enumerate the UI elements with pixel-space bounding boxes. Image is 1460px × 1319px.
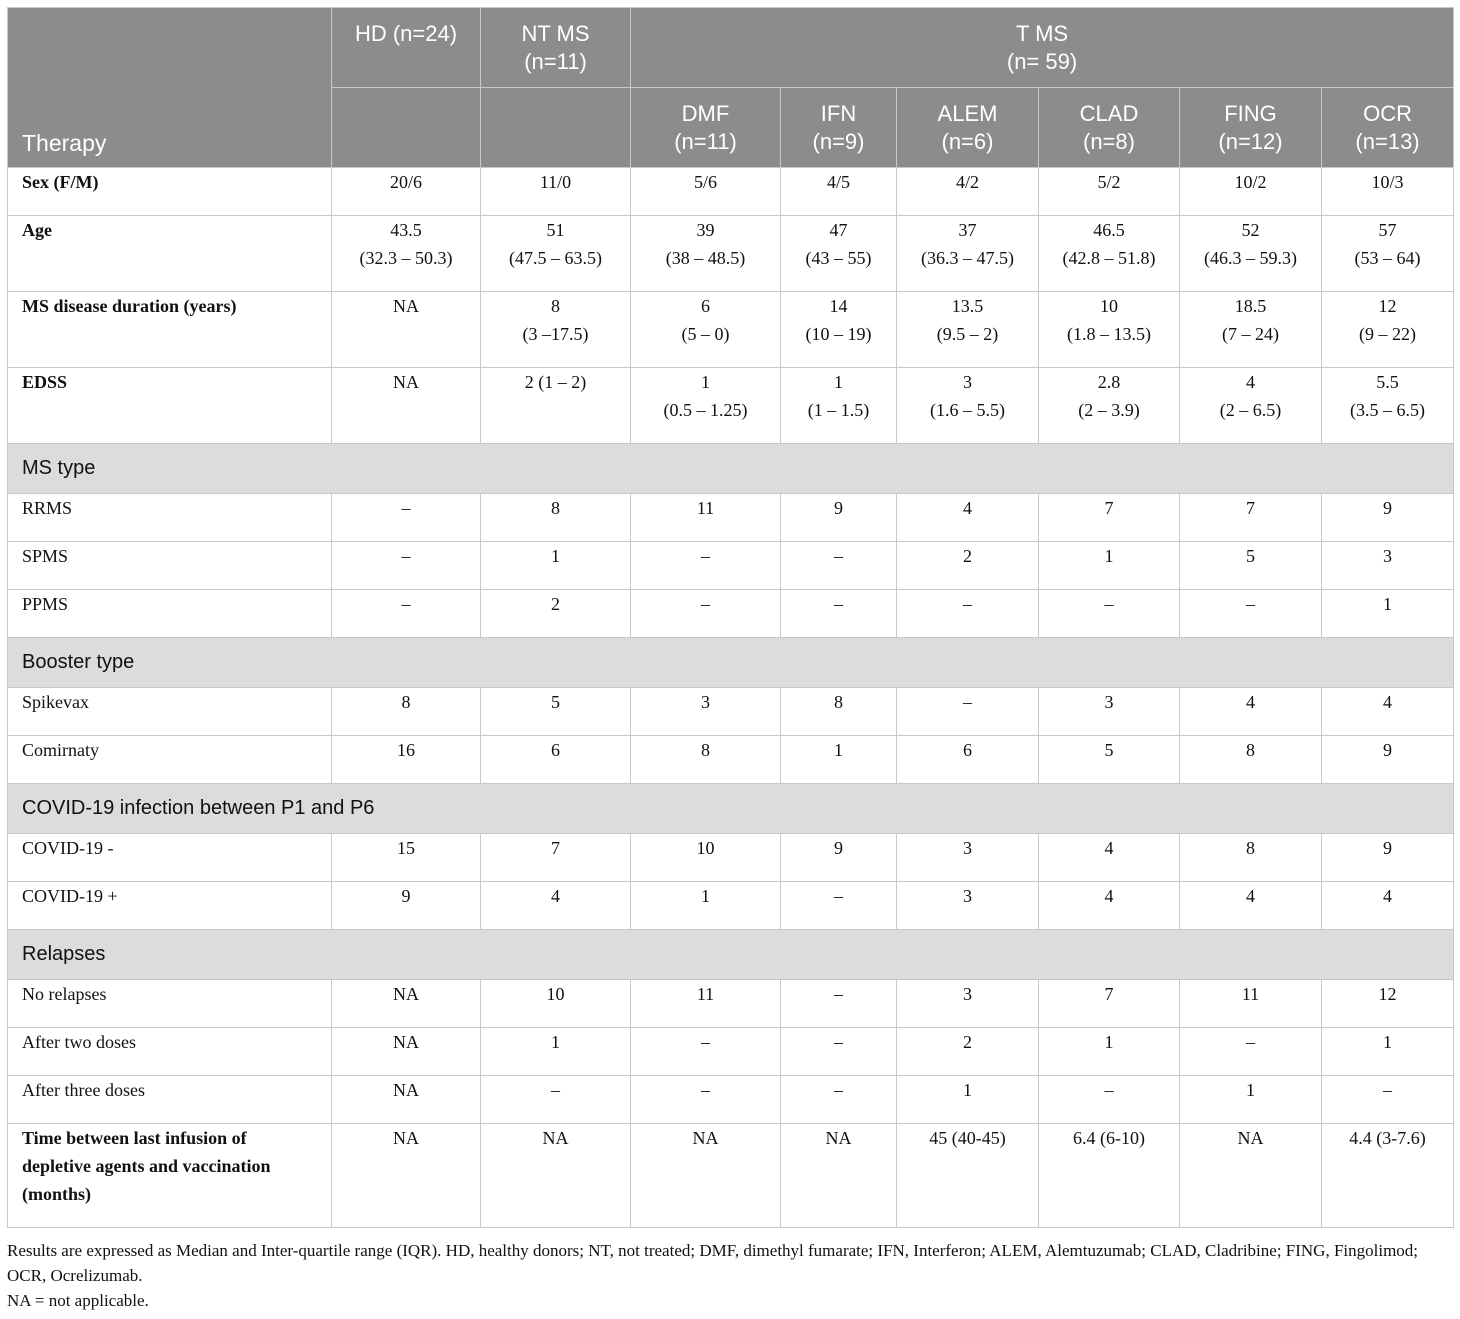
cell-line: 18.5 xyxy=(1234,296,1267,316)
table-cell: – xyxy=(631,542,781,590)
cell-line: 8 xyxy=(551,296,560,316)
table-cell: 1 xyxy=(897,1076,1039,1124)
table-cell: NA xyxy=(332,1028,481,1076)
table-cell xyxy=(332,292,481,368)
table-cell: 16 xyxy=(332,736,481,784)
table-cell: 4 xyxy=(897,494,1039,542)
footnote-abbreviations: Results are expressed as Median and Inter-quartile range (IQR). HD, healthy donors; NT, not treated; DMF, dimethyl fumarate; IFN, Interferon; ALEM, Alemtuzumab; CLAD, Cladribine; FING, Fingolimod; OCR, Ocrelizumab. xyxy=(7,1241,1419,1285)
table-cell: 5/2 xyxy=(1039,168,1180,216)
row-label: Age xyxy=(8,216,332,292)
section-row xyxy=(8,930,1454,980)
subgroup-header-line: (n=6) xyxy=(941,129,994,154)
demographics-table xyxy=(7,7,1454,1228)
cell-line: (9.5 – 2) xyxy=(936,324,999,344)
tms-header-line1: T MS xyxy=(1015,21,1069,46)
cell-line: (3.5 – 6.5) xyxy=(1350,400,1426,420)
table-cell: 4/2 xyxy=(897,168,1039,216)
cell-line: (0.5 – 1.25) xyxy=(663,400,748,420)
cell-line: (53 – 64) xyxy=(1354,248,1421,268)
row-label: Sex (F/M) xyxy=(8,168,332,216)
cell-line: 47 xyxy=(829,220,848,240)
table-cell: 5 xyxy=(1039,736,1180,784)
table-cell xyxy=(631,368,781,444)
table-cell: – xyxy=(332,542,481,590)
therapy-header: Therapy xyxy=(8,8,332,168)
table-cell: 10 xyxy=(481,980,631,1028)
cell-line: (43 – 55) xyxy=(805,248,872,268)
table-cell: 6.4 (6-10) xyxy=(1039,1124,1180,1228)
table-cell: 15 xyxy=(332,834,481,882)
cell-line: 6 xyxy=(701,296,710,316)
table-row xyxy=(8,882,1454,930)
table-cell xyxy=(897,292,1039,368)
table-cell: 3 xyxy=(631,688,781,736)
subgroup-header-line: (n=12) xyxy=(1218,129,1283,154)
table-row xyxy=(8,216,1454,292)
label-line: (months) xyxy=(22,1184,92,1204)
cell-line: 5.5 xyxy=(1376,372,1399,392)
table-cell: 10/2 xyxy=(1180,168,1322,216)
ntms-header-line1: NT MS xyxy=(521,21,590,46)
table-cell: NA xyxy=(781,1124,897,1228)
cell-line: (3 –17.5) xyxy=(522,324,589,344)
table-cell xyxy=(481,368,631,444)
section-row xyxy=(8,784,1454,834)
row-label: SPMS xyxy=(8,542,332,590)
cell-line: (2 – 3.9) xyxy=(1078,400,1140,420)
table-cell: 9 xyxy=(1322,834,1454,882)
section-title: Relapses xyxy=(8,930,1454,980)
cell-line: 4 xyxy=(1246,372,1255,392)
table-cell: – xyxy=(1322,1076,1454,1124)
table-cell xyxy=(781,368,897,444)
cell-line: (32.3 – 50.3) xyxy=(359,248,453,268)
ntms-header-line2: (n=11) xyxy=(524,49,587,74)
table-container xyxy=(7,7,1453,1313)
table-cell: NA xyxy=(1180,1124,1322,1228)
hd-subheader-empty xyxy=(332,88,481,168)
footnote xyxy=(7,1238,1453,1313)
table-row xyxy=(8,980,1454,1028)
table-cell: 7 xyxy=(481,834,631,882)
table-cell: 8 xyxy=(332,688,481,736)
table-cell: 9 xyxy=(781,834,897,882)
subgroup-header-1 xyxy=(781,88,897,168)
table-cell: 3 xyxy=(897,834,1039,882)
cell-line: (1.6 – 5.5) xyxy=(930,400,1005,420)
table-cell xyxy=(1322,292,1454,368)
table-cell: – xyxy=(781,590,897,638)
table-cell: 9 xyxy=(1322,736,1454,784)
hd-header: HD (n=24) xyxy=(332,8,481,88)
cell-line: (2 – 6.5) xyxy=(1219,400,1282,420)
table-cell: 4 xyxy=(1039,834,1180,882)
table-cell: NA xyxy=(481,1124,631,1228)
table-cell: 7 xyxy=(1039,980,1180,1028)
table-cell: 4 xyxy=(1322,688,1454,736)
table-cell: – xyxy=(1039,1076,1180,1124)
cell-line: 39 xyxy=(696,220,715,240)
table-cell: 8 xyxy=(481,494,631,542)
table-cell: 10/3 xyxy=(1322,168,1454,216)
tms-header xyxy=(631,8,1454,88)
table-cell: 4/5 xyxy=(781,168,897,216)
table-cell: 7 xyxy=(1039,494,1180,542)
subgroup-header-line: OCR xyxy=(1363,101,1412,126)
table-cell: 11/0 xyxy=(481,168,631,216)
cell-line: (38 – 48.5) xyxy=(665,248,746,268)
section-row xyxy=(8,444,1454,494)
row-label: MS disease duration (years) xyxy=(8,292,332,368)
table-cell: 6 xyxy=(897,736,1039,784)
table-cell: 1 xyxy=(481,1028,631,1076)
table-cell: 1 xyxy=(1322,1028,1454,1076)
row-label: Spikevax xyxy=(8,688,332,736)
table-cell: 4.4 (3-7.6) xyxy=(1322,1124,1454,1228)
cell-line: 10 xyxy=(1100,296,1118,316)
table-cell xyxy=(1322,368,1454,444)
table-cell: 9 xyxy=(1322,494,1454,542)
cell-line: (7 – 24) xyxy=(1222,324,1279,344)
cell-line: (9 – 22) xyxy=(1359,324,1417,344)
table-cell: 11 xyxy=(631,494,781,542)
subgroup-header-line: (n=13) xyxy=(1355,129,1420,154)
cell-line: NA xyxy=(393,372,419,392)
table-row xyxy=(8,1124,1454,1228)
table-cell: 4 xyxy=(481,882,631,930)
table-cell: 4 xyxy=(1039,882,1180,930)
table-cell: 3 xyxy=(897,980,1039,1028)
table-cell xyxy=(781,292,897,368)
table-row xyxy=(8,368,1454,444)
table-cell: 3 xyxy=(1322,542,1454,590)
subgroup-header-line: FING xyxy=(1224,101,1277,126)
table-cell: 7 xyxy=(1180,494,1322,542)
table-cell: – xyxy=(332,590,481,638)
table-cell: 1 xyxy=(1180,1076,1322,1124)
table-cell xyxy=(1039,292,1180,368)
table-cell: 12 xyxy=(1322,980,1454,1028)
section-title: COVID-19 infection between P1 and P6 xyxy=(8,784,1454,834)
cell-line: 43.5 xyxy=(390,220,422,240)
cell-line: 12 xyxy=(1378,296,1397,316)
table-cell: – xyxy=(631,590,781,638)
table-row xyxy=(8,542,1454,590)
table-cell: 1 xyxy=(1039,542,1180,590)
table-cell: – xyxy=(781,980,897,1028)
table-cell xyxy=(1180,368,1322,444)
table-cell xyxy=(631,216,781,292)
table-cell: – xyxy=(631,1076,781,1124)
section-title: Booster type xyxy=(8,638,1454,688)
table-cell: 9 xyxy=(781,494,897,542)
table-cell: – xyxy=(1180,1028,1322,1076)
table-cell: 11 xyxy=(1180,980,1322,1028)
subgroup-header-line: (n=11) xyxy=(674,129,737,154)
table-cell: – xyxy=(897,688,1039,736)
table-cell: 10 xyxy=(631,834,781,882)
subgroup-header-line: IFN xyxy=(820,101,857,126)
table-cell: 5 xyxy=(1180,542,1322,590)
cell-line: NA xyxy=(393,296,419,316)
row-label: COVID-19 + xyxy=(8,882,332,930)
table-cell: 45 (40-45) xyxy=(897,1124,1039,1228)
table-cell: – xyxy=(1180,590,1322,638)
table-cell: – xyxy=(781,542,897,590)
cell-line: (5 – 0) xyxy=(681,324,730,344)
row-label: After two doses xyxy=(8,1028,332,1076)
cell-line: (42.8 – 51.8) xyxy=(1062,248,1156,268)
subgroup-header-2 xyxy=(897,88,1039,168)
table-cell xyxy=(332,216,481,292)
table-cell: 4 xyxy=(1180,882,1322,930)
table-cell: 6 xyxy=(481,736,631,784)
table-row xyxy=(8,688,1454,736)
cell-line: 13.5 xyxy=(951,296,984,316)
table-cell: – xyxy=(631,1028,781,1076)
table-cell: 8 xyxy=(781,688,897,736)
cell-line: (10 – 19) xyxy=(805,324,872,344)
table-cell: 1 xyxy=(1322,590,1454,638)
table-cell xyxy=(897,216,1039,292)
row-label: After three doses xyxy=(8,1076,332,1124)
table-cell: NA xyxy=(332,1076,481,1124)
table-cell xyxy=(1039,368,1180,444)
row-label xyxy=(8,1124,332,1228)
section-title: MS type xyxy=(8,444,1454,494)
table-cell: 1 xyxy=(631,882,781,930)
row-label: EDSS xyxy=(8,368,332,444)
table-cell: 1 xyxy=(481,542,631,590)
table-cell: 5 xyxy=(481,688,631,736)
table-cell: 1 xyxy=(1039,1028,1180,1076)
table-cell xyxy=(1180,292,1322,368)
table-cell: – xyxy=(897,590,1039,638)
cell-line: 52 xyxy=(1241,220,1260,240)
subgroup-header-5 xyxy=(1322,88,1454,168)
cell-line: 37 xyxy=(958,220,977,240)
subgroup-header-line: CLAD xyxy=(1079,101,1139,126)
cell-line: 1 xyxy=(701,372,710,392)
cell-line: (46.3 – 59.3) xyxy=(1204,248,1297,268)
table-cell: NA xyxy=(332,980,481,1028)
ntms-header xyxy=(481,8,631,88)
table-cell xyxy=(1322,216,1454,292)
section-row xyxy=(8,638,1454,688)
table-cell: 2 xyxy=(481,590,631,638)
subgroup-header-line: ALEM xyxy=(937,101,998,126)
table-cell: 2 xyxy=(897,1028,1039,1076)
table-body xyxy=(8,168,1454,1228)
table-row xyxy=(8,834,1454,882)
table-cell: 1 xyxy=(781,736,897,784)
table-row xyxy=(8,736,1454,784)
table-cell: NA xyxy=(332,1124,481,1228)
table-cell xyxy=(631,292,781,368)
table-cell: 8 xyxy=(1180,736,1322,784)
table-cell: 3 xyxy=(897,882,1039,930)
subgroup-header-line: (n=8) xyxy=(1083,129,1135,154)
table-cell: 20/6 xyxy=(332,168,481,216)
cell-line: 3 xyxy=(963,372,972,392)
subgroup-header-0 xyxy=(631,88,781,168)
cell-line: (36.3 – 47.5) xyxy=(921,248,1014,268)
table-cell: – xyxy=(781,1076,897,1124)
table-cell xyxy=(897,368,1039,444)
cell-line: 14 xyxy=(829,296,848,316)
table-cell: – xyxy=(481,1076,631,1124)
subgroup-header-line: (n=9) xyxy=(812,129,865,154)
cell-line: 2 (1 – 2) xyxy=(524,372,587,392)
ntms-subheader-empty xyxy=(481,88,631,168)
table-cell: 8 xyxy=(1180,834,1322,882)
cell-line: 51 xyxy=(546,220,565,240)
row-label: PPMS xyxy=(8,590,332,638)
tms-header-line2: (n= 59) xyxy=(1006,49,1078,74)
table-cell xyxy=(481,216,631,292)
table-cell xyxy=(781,216,897,292)
table-cell: – xyxy=(1039,590,1180,638)
cell-line: (47.5 – 63.5) xyxy=(509,248,602,268)
cell-line: 57 xyxy=(1378,220,1397,240)
table-row xyxy=(8,494,1454,542)
subgroup-header-3 xyxy=(1039,88,1180,168)
subgroup-header-line: DMF xyxy=(681,101,730,126)
table-cell: NA xyxy=(631,1124,781,1228)
footnote-na: NA = not applicable. xyxy=(7,1291,149,1310)
table-cell: – xyxy=(781,1028,897,1076)
cell-line: 46.5 xyxy=(1093,220,1125,240)
table-row xyxy=(8,1076,1454,1124)
table-cell: 2 xyxy=(897,542,1039,590)
table-row xyxy=(8,168,1454,216)
table-cell: – xyxy=(332,494,481,542)
table-cell: 4 xyxy=(1322,882,1454,930)
row-label: No relapses xyxy=(8,980,332,1028)
table-cell: 3 xyxy=(1039,688,1180,736)
table-cell: 8 xyxy=(631,736,781,784)
table-cell: 11 xyxy=(631,980,781,1028)
row-label: COVID-19 - xyxy=(8,834,332,882)
table-cell xyxy=(1180,216,1322,292)
table-row xyxy=(8,1028,1454,1076)
cell-line: (1.8 – 13.5) xyxy=(1067,324,1151,344)
table-cell: 9 xyxy=(332,882,481,930)
table-row xyxy=(8,292,1454,368)
row-label: RRMS xyxy=(8,494,332,542)
table-cell: 5/6 xyxy=(631,168,781,216)
label-line: depletive agents and vaccination xyxy=(22,1156,271,1176)
subgroup-header-4 xyxy=(1180,88,1322,168)
table-cell xyxy=(1039,216,1180,292)
table-row xyxy=(8,590,1454,638)
table-cell xyxy=(481,292,631,368)
row-label: Comirnaty xyxy=(8,736,332,784)
label-line: Time between last infusion of xyxy=(22,1128,247,1148)
cell-line: 2.8 xyxy=(1097,372,1121,392)
table-cell: 4 xyxy=(1180,688,1322,736)
table-cell xyxy=(332,368,481,444)
cell-line: (1 – 1.5) xyxy=(807,400,870,420)
cell-line: 1 xyxy=(834,372,843,392)
table-cell: – xyxy=(781,882,897,930)
table-header xyxy=(8,8,1454,168)
